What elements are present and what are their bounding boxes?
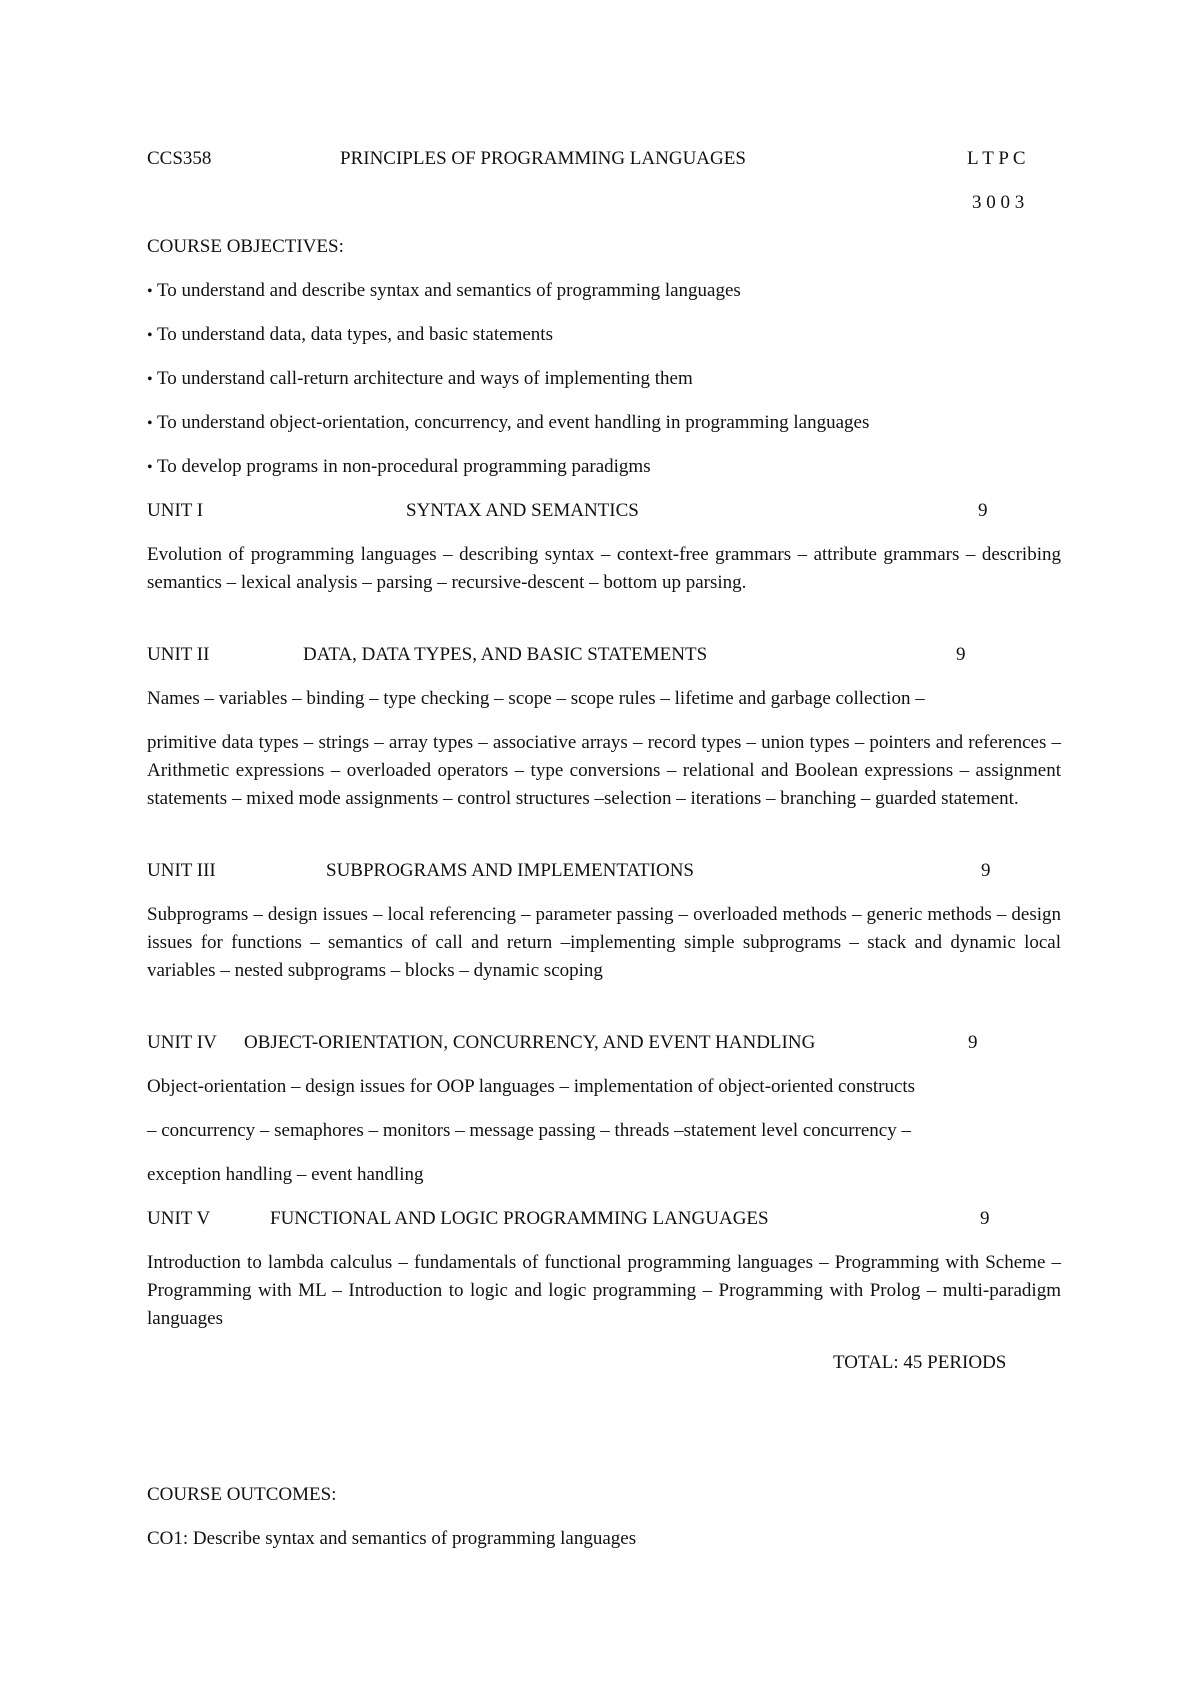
- bullet-icon: •: [147, 371, 153, 388]
- objective-item: • To understand data, data types, and basic statements: [147, 321, 553, 350]
- unit-content: exception handling – event handling: [147, 1164, 424, 1185]
- course-code: CCS358: [147, 148, 212, 169]
- objective-item: • To develop programs in non-procedural programming paradigms: [147, 453, 651, 482]
- bullet-icon: •: [147, 459, 153, 476]
- unit-label: UNIT V: [147, 1208, 211, 1229]
- total-periods: TOTAL: 45 PERIODS: [833, 1352, 1007, 1373]
- bullet-icon: •: [147, 283, 153, 300]
- objective-item: • To understand call-return architecture and ways of implementing them: [147, 365, 693, 394]
- unit-content: Object-orientation – design issues for OOP languages – implementation of object-oriented constructs: [147, 1076, 916, 1097]
- unit-title: OBJECT-ORIENTATION, CONCURRENCY, AND EVENT HANDLING: [244, 1032, 816, 1053]
- unit-hours: 9: [980, 1208, 990, 1229]
- outcome-item: CO1: Describe syntax and semantics of programming languages: [147, 1528, 637, 1549]
- course-title: PRINCIPLES OF PROGRAMMING LANGUAGES: [340, 148, 746, 169]
- unit-content: primitive data types – strings – array types – associative arrays – record types – union types – pointers and references – Arithmetic expressions – overloaded operators – type conversions – relational and Boolean expressions – assignment statements – mixed mode assignments – control structures –selection – iterations – branching – guarded statement.: [147, 732, 1061, 809]
- objective-item: • To understand and describe syntax and semantics of programming languages: [147, 277, 741, 306]
- unit-label: UNIT IV: [147, 1032, 217, 1053]
- unit-hours: 9: [978, 500, 988, 521]
- unit-hours: 9: [956, 644, 966, 665]
- unit-hours: 9: [981, 860, 991, 881]
- unit-content: – concurrency – semaphores – monitors – message passing – threads –statement level concurrency –: [147, 1120, 911, 1141]
- unit-title: SUBPROGRAMS AND IMPLEMENTATIONS: [326, 860, 694, 881]
- ltpc-label: L T P C: [967, 148, 1026, 169]
- outcomes-heading: COURSE OUTCOMES:: [147, 1484, 337, 1505]
- unit-title: FUNCTIONAL AND LOGIC PROGRAMMING LANGUAGES: [270, 1208, 769, 1229]
- unit-content: Introduction to lambda calculus – fundamentals of functional programming languages – Programming with Scheme – Programming with ML – Introduction to logic and logic programming – Programming with Prolog – multi-paradigm languages: [147, 1252, 1061, 1329]
- objectives-heading: COURSE OBJECTIVES:: [147, 236, 344, 257]
- ltpc-values: 3 0 0 3: [972, 192, 1025, 213]
- unit-label: UNIT II: [147, 644, 210, 665]
- unit-content: Subprograms – design issues – local referencing – parameter passing – overloaded methods – generic methods – design issues for functions – semantics of call and return –implementing simple subprograms – stack and dynamic local variables – nested subprograms – blocks – dynamic scoping: [147, 904, 1061, 981]
- objective-item: • To understand object-orientation, concurrency, and event handling in programming languages: [147, 409, 869, 438]
- unit-content: Names – variables – binding – type checking – scope – scope rules – lifetime and garbage collection –: [147, 688, 925, 709]
- unit-title: DATA, DATA TYPES, AND BASIC STATEMENTS: [303, 644, 708, 665]
- unit-hours: 9: [968, 1032, 978, 1053]
- bullet-icon: •: [147, 415, 153, 432]
- unit-label: UNIT I: [147, 500, 204, 521]
- unit-label: UNIT III: [147, 860, 216, 881]
- unit-title: SYNTAX AND SEMANTICS: [406, 500, 639, 521]
- unit-content: Evolution of programming languages – describing syntax – context-free grammars – attribute grammars – describing semantics – lexical analysis – parsing – recursive-descent – bottom up parsing.: [147, 544, 1061, 593]
- bullet-icon: •: [147, 327, 153, 344]
